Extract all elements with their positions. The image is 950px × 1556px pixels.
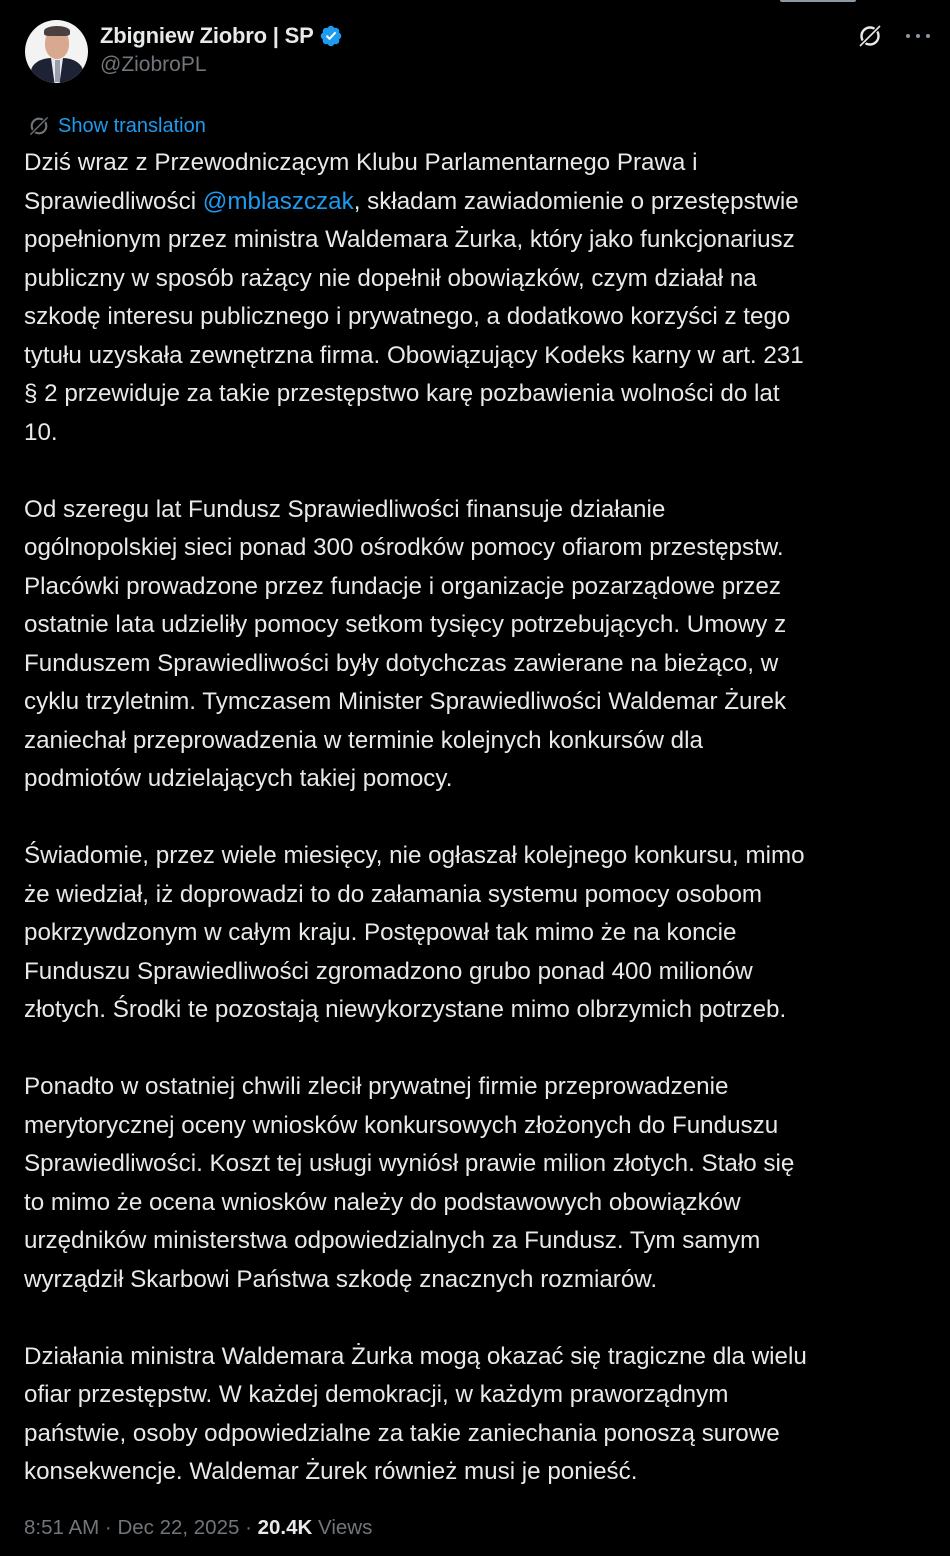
dot bbox=[916, 34, 920, 38]
tweet-text-segment: urzędników ministerstwa odpowiedzialnych za Fundusz. Tym samym bbox=[24, 1227, 761, 1254]
tweet-text-segment: Działania ministra Waldemara Żurka mogą okazać się tragiczne dla wielu bbox=[24, 1342, 807, 1370]
tweet-line bbox=[24, 568, 929, 607]
tweet-line bbox=[24, 375, 929, 414]
tweet-line bbox=[24, 606, 929, 645]
tweet-paragraph bbox=[24, 1338, 929, 1492]
tweet-line bbox=[24, 760, 929, 799]
tweet-text-segment: , składam zawiadomienie o przestępstwie bbox=[353, 187, 799, 215]
tweet-text-segment: ogólnopolskiej sieci ponad 300 ośrodków pomocy ofiarom przestępstw. bbox=[24, 534, 784, 561]
tweet-paragraph bbox=[24, 491, 929, 799]
tweet-text-segment: Ponadto w ostatniej chwili zlecił prywatnej firmie przeprowadzenie bbox=[24, 1073, 729, 1100]
tweet-paragraph bbox=[24, 837, 929, 1030]
tweet-text-segment: 10. bbox=[24, 418, 58, 446]
mention-link[interactable]: @mblaszczak bbox=[202, 187, 354, 215]
tweet-line bbox=[24, 1453, 929, 1492]
author-handle[interactable]: @ZiobroPL bbox=[100, 53, 207, 76]
avatar-hair bbox=[44, 26, 70, 36]
tweet-line bbox=[24, 183, 929, 222]
tweet-text-segment: ofiar przestępstw. W każdej demokracji, w każdym praworządnym bbox=[24, 1381, 729, 1408]
tweet-line bbox=[24, 529, 929, 568]
verified-badge-icon bbox=[319, 24, 343, 48]
separator: · bbox=[239, 1516, 258, 1539]
scroll-indicator bbox=[780, 0, 856, 2]
tweet-line bbox=[24, 491, 929, 530]
tweet-text-segment: podmiotów udzielających takiej pomocy. bbox=[24, 765, 453, 792]
avatar[interactable] bbox=[25, 20, 88, 83]
tweet-text-segment: to mimo że ocena wniosków należy do podstawowych obowiązków bbox=[24, 1188, 741, 1216]
tweet-line bbox=[24, 953, 929, 992]
show-translation-link[interactable] bbox=[27, 112, 206, 140]
tweet-text-segment: cyklu trzyletnim. Tymczasem Minister Sprawiedliwości Waldemar Żurek bbox=[24, 688, 787, 715]
tweet-header bbox=[25, 20, 930, 84]
tweet-date[interactable]: Dec 22, 2025 bbox=[117, 1516, 240, 1539]
grok-icon[interactable] bbox=[856, 22, 884, 50]
avatar-tie bbox=[55, 60, 60, 82]
tweet-line bbox=[24, 298, 929, 337]
tweet-time[interactable]: 8:51 AM bbox=[24, 1516, 100, 1539]
tweet-line bbox=[24, 1107, 929, 1146]
tweet-text-segment: Świadomie, przez wiele miesięcy, nie ogłaszał kolejnego konkursu, mimo bbox=[24, 842, 805, 869]
tweet-line bbox=[24, 722, 929, 761]
views-label: Views bbox=[312, 1516, 373, 1539]
tweet-text-segment: Od szeregu lat Fundusz Sprawiedliwości finansuje działanie bbox=[24, 495, 666, 523]
tweet-text-segment: Funduszu Sprawiedliwości zgromadzono grubo ponad 400 milionów bbox=[24, 957, 753, 985]
tweet-actions bbox=[856, 22, 930, 50]
tweet-text-segment: że wiedział, iż doprowadzi to do załamania systemu pomocy osobom bbox=[24, 880, 763, 908]
tweet-line bbox=[24, 837, 929, 876]
separator: · bbox=[99, 1516, 118, 1539]
tweet-line bbox=[24, 260, 929, 299]
author-display-name[interactable]: Zbigniew Ziobro | SP bbox=[100, 23, 314, 48]
tweet-text-segment: Sprawiedliwości bbox=[24, 187, 203, 215]
views-count: 20.4K bbox=[257, 1516, 313, 1539]
name-row bbox=[100, 20, 343, 52]
dot bbox=[906, 34, 910, 38]
tweet-line bbox=[24, 1261, 929, 1300]
tweet-line bbox=[24, 414, 929, 453]
tweet-text-segment: konsekwencje. Waldemar Żurek również musi je ponieść. bbox=[24, 1458, 638, 1485]
show-translation-label[interactable]: Show translation bbox=[58, 114, 206, 137]
tweet-line bbox=[24, 1222, 929, 1261]
tweet-line bbox=[24, 337, 929, 376]
tweet-text-segment: wyrządził Skarbowi Państwa szkodę znacznych rozmiarów. bbox=[24, 1265, 658, 1293]
tweet-text-segment: państwie, osoby odpowiedzialne za takie zaniechania ponoszą surowe bbox=[24, 1419, 780, 1447]
tweet-text-segment: § 2 przewiduje za takie przestępstwo karę pozbawienia wolności do lat bbox=[24, 380, 780, 407]
tweet-text-segment: popełnionym przez ministra Waldemara Żurka, który jako funkcjonariusz bbox=[24, 226, 795, 253]
tweet-text-segment: merytorycznej oceny wniosków konkursowych złożonych do Funduszu bbox=[24, 1111, 779, 1139]
tweet-line bbox=[24, 1415, 929, 1454]
tweet-text-segment: złotych. Środki te pozostają niewykorzystane mimo olbrzymich potrzeb. bbox=[24, 996, 787, 1023]
tweet-meta bbox=[24, 1516, 372, 1540]
author-info bbox=[100, 20, 343, 77]
tweet-text-segment: szkodę interesu publicznego i prywatnego, a dodatkowo korzyści z tego bbox=[24, 303, 791, 330]
tweet-line bbox=[24, 645, 929, 684]
tweet-line bbox=[24, 914, 929, 953]
tweet-text-segment: Funduszem Sprawiedliwości były dotychczas zawierane na bieżąco, w bbox=[24, 649, 779, 677]
tweet-paragraph bbox=[24, 1068, 929, 1299]
tweet-text-segment: tytułu uzyskała zewnętrzna firma. Obowiązujący Kodeks karny w art. 231 bbox=[24, 341, 804, 369]
tweet-line bbox=[24, 1068, 929, 1107]
tweet-text-segment: Placówki prowadzone przez fundacje i organizacje pozarządowe przez bbox=[24, 572, 781, 600]
grok-translate-icon bbox=[27, 114, 51, 138]
tweet-line bbox=[24, 144, 929, 183]
tweet-line bbox=[24, 1376, 929, 1415]
tweet-text-segment: publiczny w sposób rażący nie dopełnił obowiązków, czym działał na bbox=[24, 264, 757, 292]
tweet-text-segment: Sprawiedliwości. Koszt tej usługi wyniósł prawie milion złotych. Stało się bbox=[24, 1150, 795, 1177]
tweet-text-segment: zaniechał przeprowadzenia w terminie kolejnych konkursów dla bbox=[24, 726, 703, 754]
tweet-text-segment: Dziś wraz z Przewodniczącym Klubu Parlamentarnego Prawa i bbox=[24, 149, 698, 176]
tweet-line bbox=[24, 1145, 929, 1184]
tweet-text-segment: ostatnie lata udzieliły pomocy setkom tysięcy potrzebujących. Umowy z bbox=[24, 611, 787, 638]
tweet-line bbox=[24, 1184, 929, 1223]
dot bbox=[926, 34, 930, 38]
more-options-icon[interactable] bbox=[906, 24, 930, 48]
tweet-line bbox=[24, 683, 929, 722]
tweet-paragraph bbox=[24, 144, 929, 452]
tweet-text bbox=[24, 144, 929, 1530]
tweet-text-segment: pokrzywdzonym w całym kraju. Postępował tak mimo że na koncie bbox=[24, 919, 737, 946]
tweet-line bbox=[24, 221, 929, 260]
tweet-line bbox=[24, 991, 929, 1030]
tweet-line bbox=[24, 1338, 929, 1377]
tweet-line bbox=[24, 876, 929, 915]
